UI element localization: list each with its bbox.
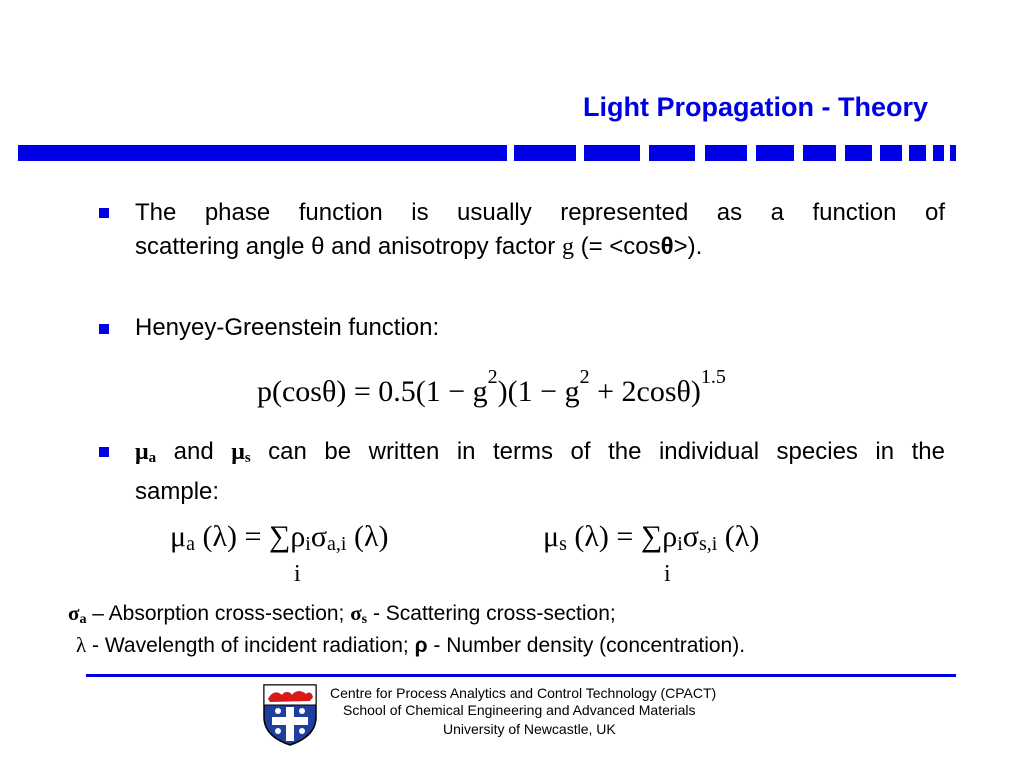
symbol-rho: ρ — [414, 634, 428, 657]
formula-subscript: s,i — [698, 533, 718, 555]
formula-part: (λ) — [717, 520, 760, 553]
definition-line-2 — [76, 630, 745, 661]
text-span: – Absorption cross-section; — [86, 602, 351, 625]
text-span: and — [156, 438, 232, 465]
bar-segment — [909, 145, 926, 161]
text-span: (= <cos — [573, 233, 661, 260]
text-span: can be written in terms of the individual species in the — [250, 438, 945, 465]
bar-segment — [705, 145, 747, 161]
footer-university: University of Newcastle, UK — [443, 721, 616, 737]
bullet-line: The phase function is usually represented as a function of — [135, 199, 945, 226]
sum-index: i — [664, 561, 671, 587]
formula-part: μ — [543, 520, 560, 553]
formula-superscript: 1.5 — [700, 366, 726, 388]
footer-divider — [86, 674, 956, 677]
text-span: - Wavelength of incident radiation; — [86, 634, 415, 657]
symbol-sigma: σ — [68, 601, 80, 625]
university-crest-icon — [262, 683, 318, 747]
footer-centre: Centre for Process Analytics and Control Technology (CPACT) — [330, 685, 717, 701]
formula-subscript: s — [559, 533, 567, 555]
bar-segment — [845, 145, 872, 161]
bar-segment — [756, 145, 794, 161]
bar-segment — [950, 145, 956, 161]
bullet-phase-function — [135, 196, 945, 264]
bullet-marker — [99, 208, 109, 218]
formula-subscript: i — [677, 533, 683, 555]
footer-school: School of Chemical Engineering and Advanced Materials — [343, 702, 696, 718]
formula-superscript: 2 — [487, 366, 498, 388]
symbol-mu: μ — [135, 439, 149, 465]
henyey-greenstein-formula — [257, 366, 726, 409]
text-span: scattering angle θ and anisotropy factor — [135, 233, 562, 260]
bar-segment — [933, 145, 944, 161]
symbol-theta: θ — [660, 233, 674, 260]
bullet-line — [135, 435, 945, 475]
formula-part: μ — [170, 520, 187, 553]
subscript-a: a — [148, 450, 157, 466]
text-span: - Number density (concentration). — [427, 634, 746, 657]
bullet-line — [135, 230, 945, 264]
symbol-mu: μ — [231, 439, 245, 465]
formula-part: (λ) — [346, 520, 389, 553]
bullet-species — [135, 435, 945, 509]
bullet-marker — [99, 324, 109, 334]
formula-subscript: a,i — [327, 533, 347, 555]
subscript-a: a — [79, 612, 87, 627]
bullet-henyey-greenstein: Henyey-Greenstein function: — [135, 314, 440, 341]
subscript-s: s — [244, 450, 251, 466]
symbol-sigma: σ — [350, 601, 362, 625]
slide-title: Light Propagation - Theory — [583, 92, 928, 122]
bar-segment — [649, 145, 695, 161]
formula-part: (λ) = ∑ρ — [566, 520, 678, 553]
mu-s-formula — [543, 520, 759, 556]
formula-part: σ — [682, 520, 699, 553]
bar-segment — [514, 145, 576, 161]
formula-subscript: i — [305, 533, 311, 555]
formula-superscript: 2 — [579, 366, 590, 388]
formula-part: p(cosθ) = 0.5(1 − g — [257, 375, 488, 408]
bullet-line: sample: — [135, 478, 220, 505]
sum-index: i — [294, 561, 301, 587]
bar-segment — [803, 145, 836, 161]
bar-segment — [584, 145, 640, 161]
text-span: - Scattering cross-section; — [367, 602, 616, 625]
formula-part: (λ) = ∑ρ — [194, 520, 306, 553]
mu-a-formula — [170, 520, 389, 556]
bullet-marker — [99, 447, 109, 457]
subscript-s: s — [361, 612, 368, 627]
formula-subscript: a — [186, 533, 195, 555]
formula-part: + 2cosθ) — [589, 375, 701, 408]
text-span: >). — [673, 233, 703, 260]
formula-part: σ — [310, 520, 328, 553]
bar-segment — [880, 145, 902, 161]
bar-segment — [18, 145, 507, 161]
formula-part: )(1 − g — [497, 375, 580, 408]
symbol-lambda: λ — [76, 633, 87, 657]
symbol-g: g — [561, 234, 574, 260]
